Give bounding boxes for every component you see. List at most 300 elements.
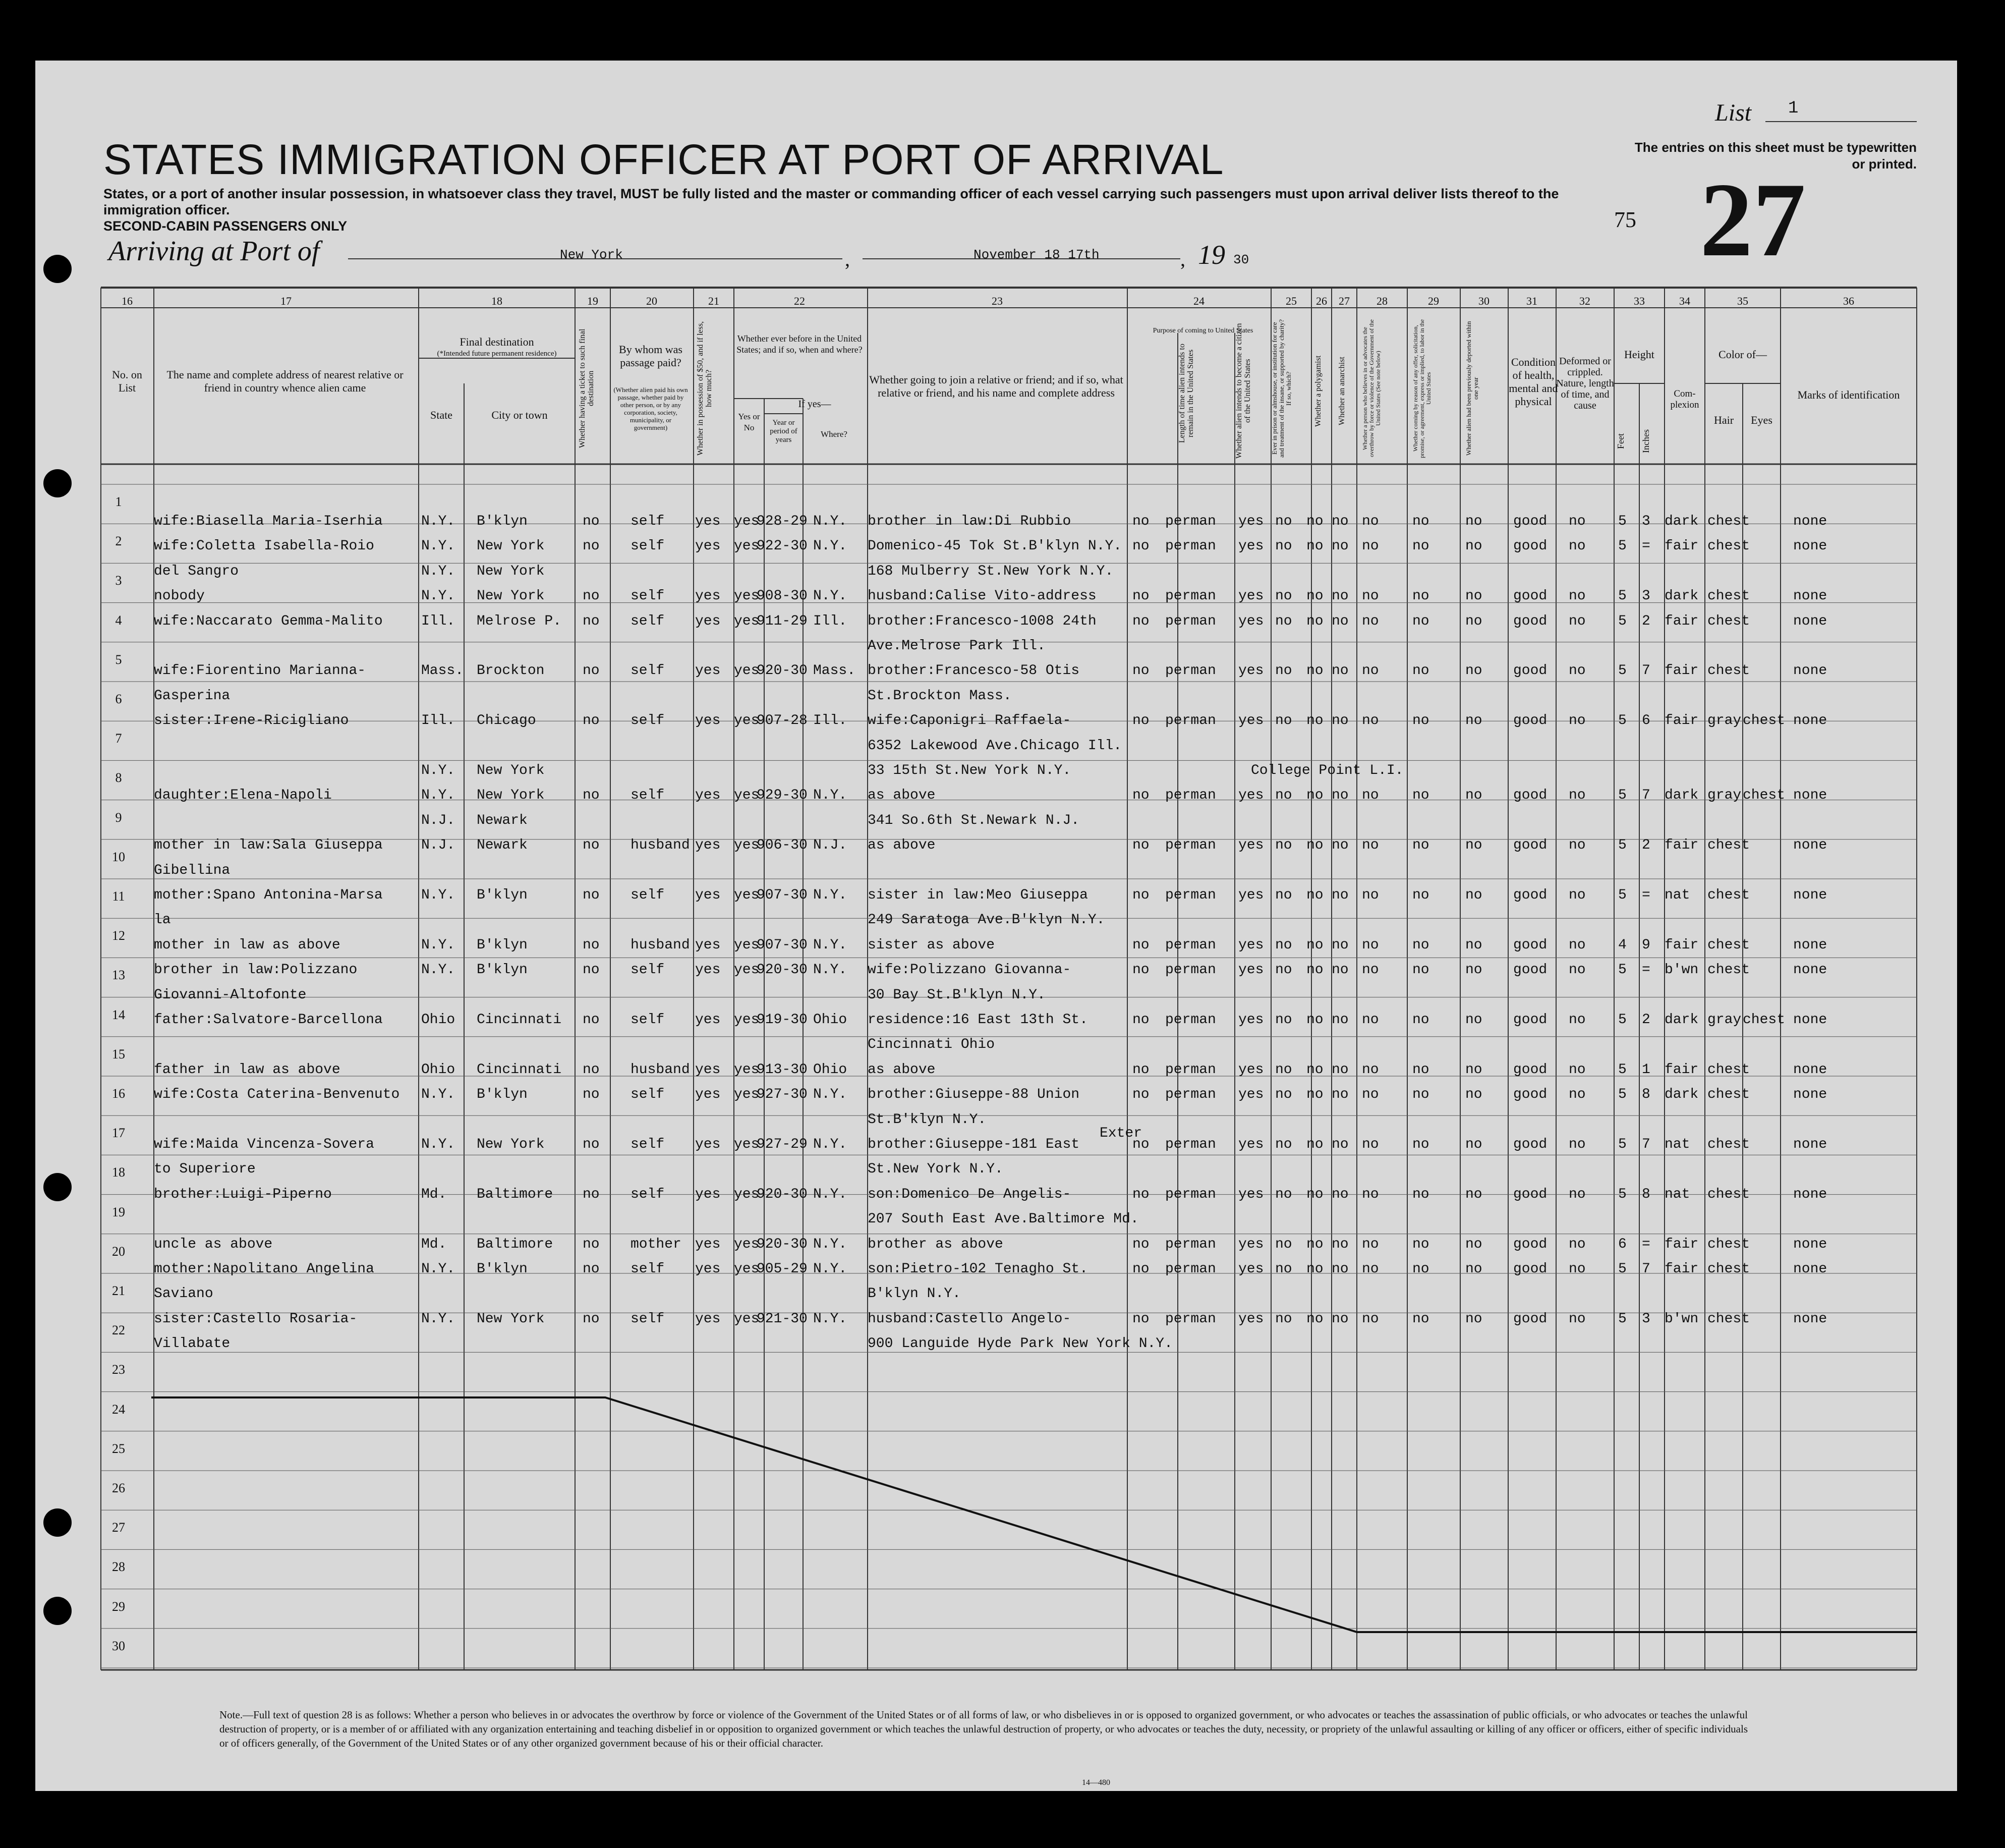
page-title: STATES IMMIGRATION OFFICER AT PORT OF ARRIVAL <box>103 136 1224 183</box>
cell-c27: no <box>1332 713 1349 729</box>
cell-c25: no <box>1275 937 1292 953</box>
form-number: 14—480 <box>1082 1778 1110 1787</box>
cell-st: Ohio <box>421 1012 455 1028</box>
cell-pur: no <box>1132 837 1150 854</box>
header-no-on-list: No. on List <box>112 368 142 394</box>
cell-c27: no <box>1332 588 1349 604</box>
cell-paid: self <box>631 887 665 903</box>
cell-cx: nat <box>1665 1137 1690 1152</box>
cell-m: yes <box>695 1137 721 1152</box>
cell-inch: 2 <box>1642 1012 1650 1028</box>
cell-c29: no <box>1412 1311 1429 1327</box>
cell-m: yes <box>695 1236 721 1252</box>
cell-c29: no <box>1412 937 1429 953</box>
cell-ft: 5 <box>1618 538 1627 554</box>
cell-c28: no <box>1362 1186 1379 1202</box>
cell-ft: 5 <box>1618 788 1627 804</box>
cell-paid: self <box>631 1137 665 1152</box>
cell-rel: mother:Napolitano Angelina <box>154 1261 374 1277</box>
cell-join: Cincinnati Ohio <box>868 1037 995 1053</box>
cell-st: Mass. <box>421 663 464 679</box>
row-number: 20 <box>112 1244 125 1259</box>
cell-m: yes <box>695 1261 721 1277</box>
header-ticket: Whether having a ticket to such final destination <box>578 328 595 449</box>
header-anarchist: Whether an anarchist <box>1338 357 1346 425</box>
cell-cit: yes <box>1238 538 1264 554</box>
header-prison: Ever in prison or almshouse, or institution for care and treatment of the insane, or supported by charity? If so, which? <box>1271 319 1292 458</box>
cell-c28: no <box>1362 1087 1379 1103</box>
cell-rel: father:Salvatore-Barcellona <box>154 1012 383 1028</box>
cell-inch: 3 <box>1642 514 1650 529</box>
cell-pur: no <box>1132 937 1150 953</box>
cell-pur: no <box>1132 1261 1150 1277</box>
cell-pur: no <box>1132 514 1150 529</box>
cell-c29: no <box>1412 962 1429 978</box>
cell-yn: yes <box>734 514 760 529</box>
cell-cx: dark <box>1665 788 1699 804</box>
cell-def: no <box>1569 538 1586 554</box>
cell-m: yes <box>695 1186 721 1202</box>
cell-yr: 906-30 <box>757 837 808 854</box>
row-number: 2 <box>115 534 122 549</box>
cell-c28: no <box>1362 837 1379 854</box>
cell-tk: no <box>583 613 600 629</box>
cell-c27: no <box>1332 887 1349 903</box>
cell-c25: no <box>1275 713 1292 729</box>
cell-city: B'klyn <box>477 514 528 529</box>
cell-c27: no <box>1332 613 1349 629</box>
header-height: Height <box>1624 348 1654 361</box>
cell-rel: Gibellina <box>154 862 231 878</box>
cell-tk: no <box>583 887 600 903</box>
cell-yn: yes <box>734 713 760 729</box>
cell-inch: = <box>1642 538 1650 554</box>
header-passage-paid: By whom was passage paid? <box>619 343 682 369</box>
cell-city: B'klyn <box>477 1261 528 1277</box>
cell-c25: no <box>1275 1311 1292 1327</box>
cell-cit: yes <box>1238 514 1264 529</box>
header-marks: Marks of identification <box>1797 388 1900 401</box>
cell-yn: yes <box>734 937 760 953</box>
cell-c29: no <box>1412 713 1429 729</box>
cell-c25: no <box>1275 538 1292 554</box>
cell-pur: no <box>1132 613 1150 629</box>
row-number: 4 <box>115 612 122 628</box>
cell-inch: 7 <box>1642 788 1650 804</box>
cell-len: perman <box>1165 514 1216 529</box>
cell-yr: 905-29 <box>757 1261 808 1277</box>
cell-eyes: chest <box>1743 788 1786 804</box>
cell-join: as above <box>868 837 936 854</box>
cell-cit: yes <box>1238 788 1264 804</box>
cell-c30: no <box>1465 514 1482 529</box>
cell-st: N.Y. <box>421 1261 455 1277</box>
cell-city: B'klyn <box>477 962 528 978</box>
row-number: 14 <box>112 1007 125 1022</box>
cell-join: 900 Languide Hyde Park New York N.Y. <box>868 1336 1173 1352</box>
header-final-destination: Final destination <box>460 335 534 348</box>
cell-inch: 7 <box>1642 1137 1650 1152</box>
cell-c26: no <box>1306 538 1324 554</box>
cell-mk: none <box>1793 713 1827 729</box>
cell-pur: no <box>1132 663 1150 679</box>
cell-city: Chicago <box>477 713 536 729</box>
cell-yn: yes <box>734 887 760 903</box>
cell-c27: no <box>1332 788 1349 804</box>
cell-hair: chest <box>1707 1261 1750 1277</box>
cell-rel: del Sangro <box>154 563 239 579</box>
cell-hair: gray <box>1707 713 1742 729</box>
cell-wh: N.Y. <box>813 1236 847 1252</box>
cell-st: N.Y. <box>421 763 455 778</box>
cell-tk: no <box>583 1186 600 1202</box>
cell-mk: none <box>1793 588 1827 604</box>
cell-c28: no <box>1362 1236 1379 1252</box>
cell-inch: 8 <box>1642 1186 1650 1202</box>
cell-hair: chest <box>1707 1236 1750 1252</box>
cell-join: sister in law:Meo Giuseppa <box>868 887 1088 903</box>
cell-hair: chest <box>1707 588 1750 604</box>
cell-hl: good <box>1513 837 1548 854</box>
cell-hair: chest <box>1707 1087 1750 1103</box>
row-number: 30 <box>112 1638 125 1653</box>
cell-c26: no <box>1306 1137 1324 1152</box>
cell-ft: 5 <box>1618 713 1627 729</box>
cell-cit: yes <box>1238 1012 1264 1028</box>
row-number: 13 <box>112 968 125 983</box>
cell-wh: Mass. <box>813 663 856 679</box>
cell-join: 30 Bay St.B'klyn N.Y. <box>868 987 1046 1003</box>
cell-rel: wife:Naccarato Gemma-Malito <box>154 613 383 629</box>
cell-yr: 907-30 <box>757 937 808 953</box>
header-year-period: Year or period of years <box>770 419 797 444</box>
row-number: 10 <box>112 849 125 864</box>
cell-join: sister as above <box>868 937 995 953</box>
cell-c27: no <box>1332 962 1349 978</box>
header-where: Where? <box>821 429 847 439</box>
cell-paid: self <box>631 538 665 554</box>
cell-def: no <box>1569 1236 1586 1252</box>
cell-c26: no <box>1306 663 1324 679</box>
cell-hl: good <box>1513 1311 1548 1327</box>
cell-inch: 3 <box>1642 1311 1650 1327</box>
cell-c30: no <box>1465 1236 1482 1252</box>
cell-c28: no <box>1362 937 1379 953</box>
cell-join: Ave.Melrose Park Ill. <box>868 638 1046 654</box>
cell-c26: no <box>1306 962 1324 978</box>
cell-yr: 928-29 <box>757 514 808 529</box>
header-deported: Whether alien had been previously deported within one year <box>1465 321 1479 456</box>
cell-len: perman <box>1165 837 1216 854</box>
cell-c26: no <box>1306 1061 1324 1078</box>
row-number: 27 <box>112 1520 125 1535</box>
cell-hair: gray <box>1707 1012 1742 1028</box>
cell-cx: fair <box>1665 837 1699 854</box>
cell-c29: no <box>1412 788 1429 804</box>
cell-yr: 913-30 <box>757 1061 808 1078</box>
cell-cx: fair <box>1665 1261 1699 1277</box>
cell-hair: chest <box>1707 663 1750 679</box>
cell-cit: yes <box>1238 1186 1264 1202</box>
cell-c27: no <box>1332 1311 1349 1327</box>
cell-m: yes <box>695 937 721 953</box>
cell-join: 168 Mulberry St.New York N.Y. <box>868 563 1114 579</box>
cell-paid: husband <box>631 837 690 854</box>
cell-c27: no <box>1332 1061 1349 1078</box>
cell-rel: uncle as above <box>154 1236 273 1252</box>
cell-paid: self <box>631 1261 665 1277</box>
cell-c28: no <box>1362 663 1379 679</box>
cell-cx: fair <box>1665 1236 1699 1252</box>
column-number: 21 <box>708 295 719 307</box>
cell-wh: N.Y. <box>813 887 847 903</box>
cell-inch: 8 <box>1642 1087 1650 1103</box>
column-number: 30 <box>1478 295 1490 307</box>
cell-join: husband:Castello Angelo- <box>868 1311 1071 1327</box>
column-number: 29 <box>1428 295 1439 307</box>
cell-c28: no <box>1362 1261 1379 1277</box>
cell-mk: none <box>1793 788 1827 804</box>
cell-c26: no <box>1306 713 1324 729</box>
header-purpose: Purpose of coming to United States <box>1153 327 1253 334</box>
cell-wh: N.Y. <box>813 514 847 529</box>
row-number: 29 <box>112 1599 125 1614</box>
column-number: 32 <box>1579 295 1590 307</box>
cell-c30: no <box>1465 1061 1482 1078</box>
cell-hair: chest <box>1707 613 1750 629</box>
cell-hl: good <box>1513 1137 1548 1152</box>
cell-st: N.J. <box>421 812 455 828</box>
cell-city: New York <box>477 588 545 604</box>
cell-c28: no <box>1362 613 1379 629</box>
cell-c25: no <box>1275 1236 1292 1252</box>
cell-rel: brother in law:Polizzano <box>154 962 358 978</box>
cell-hl: good <box>1513 613 1548 629</box>
column-number: 25 <box>1286 295 1297 307</box>
cell-yn: yes <box>734 1236 760 1252</box>
cell-c29: no <box>1412 1186 1429 1202</box>
cell-c26: no <box>1306 1087 1324 1103</box>
cell-mk: none <box>1793 1236 1827 1252</box>
cell-yr: 920-30 <box>757 663 808 679</box>
cell-c29: no <box>1412 837 1429 854</box>
cell-hl: good <box>1513 1087 1548 1103</box>
cell-yr: 929-30 <box>757 788 808 804</box>
cell-city: Baltimore <box>477 1186 553 1202</box>
cell-join: St.Brockton Mass. <box>868 688 1012 704</box>
cell-join: son:Domenico De Angelis- <box>868 1186 1071 1202</box>
cell-hl: good <box>1513 1186 1548 1202</box>
cell-cx: fair <box>1665 713 1699 729</box>
cell-ft: 6 <box>1618 1236 1627 1252</box>
cell-mk: none <box>1793 1311 1827 1327</box>
cell-inch: 9 <box>1642 937 1650 953</box>
cell-c30: no <box>1465 887 1482 903</box>
cell-ft: 5 <box>1618 1186 1627 1202</box>
cell-hl: good <box>1513 1261 1548 1277</box>
cell-hair: chest <box>1707 1137 1750 1152</box>
cell-tk: no <box>583 1087 600 1103</box>
cell-join: 6352 Lakewood Ave.Chicago Ill. <box>868 738 1122 754</box>
cell-m: yes <box>695 1012 721 1028</box>
column-number: 23 <box>992 295 1003 307</box>
cell-def: no <box>1569 962 1586 978</box>
cell-cx: dark <box>1665 1087 1699 1103</box>
row-number: 11 <box>112 889 125 904</box>
cell-yn: yes <box>734 588 760 604</box>
cell-c29: no <box>1412 1261 1429 1277</box>
cell-ft: 4 <box>1618 937 1627 953</box>
cell-c26: no <box>1306 613 1324 629</box>
cell-def: no <box>1569 1186 1586 1202</box>
cell-rel: nobody <box>154 588 205 604</box>
cell-inch: 7 <box>1642 663 1650 679</box>
cell-hair: gray <box>1707 788 1742 804</box>
header-city: City or town <box>491 409 548 421</box>
cell-c26: no <box>1306 1012 1324 1028</box>
cell-rel: wife:Costa Caterina-Benvenuto <box>154 1087 400 1103</box>
cell-city: Newark <box>477 812 528 828</box>
cell-mk: none <box>1793 613 1827 629</box>
header-final-destination-sub: (*Intended future permanent residence) <box>437 350 557 358</box>
cell-inch: 2 <box>1642 837 1650 854</box>
cell-c30: no <box>1465 788 1482 804</box>
cell-c30: no <box>1465 937 1482 953</box>
cell-st: N.Y. <box>421 1087 455 1103</box>
cell-mk: none <box>1793 887 1827 903</box>
cell-c27: no <box>1332 1087 1349 1103</box>
cell-pur: no <box>1132 788 1150 804</box>
cell-hl: good <box>1513 788 1548 804</box>
column-number: 22 <box>794 295 805 307</box>
cell-city: B'klyn <box>477 1087 528 1103</box>
cell-pur: no <box>1132 1236 1150 1252</box>
cell-c29: no <box>1412 613 1429 629</box>
cell-mk: none <box>1793 962 1827 978</box>
cell-st: Ill. <box>421 613 455 629</box>
list-number: 1 <box>1788 99 1799 118</box>
row-number: 3 <box>115 573 122 588</box>
cell-c26: no <box>1306 937 1324 953</box>
cell-def: no <box>1569 1311 1586 1327</box>
cell-yn: yes <box>734 1311 760 1327</box>
cell-cx: fair <box>1665 1061 1699 1078</box>
cell-yr: 921-30 <box>757 1311 808 1327</box>
cell-hair: chest <box>1707 1311 1750 1327</box>
cell-len: perman <box>1165 1311 1216 1327</box>
cell-c25: no <box>1275 1137 1292 1152</box>
row-number: 18 <box>112 1165 125 1180</box>
cell-c28: no <box>1362 1061 1379 1078</box>
header-contract: Whether coming by reason of any offer, solicitation, promise, or agreement, express or implied, to labor in the United States <box>1412 319 1432 458</box>
cell-hl: good <box>1513 887 1548 903</box>
cell-c28: no <box>1362 962 1379 978</box>
cell-join: wife:Polizzano Giovanna- <box>868 962 1071 978</box>
cell-inch: 2 <box>1642 613 1650 629</box>
cell-city: Newark <box>477 837 528 854</box>
cell-wh: N.Y. <box>813 962 847 978</box>
cell-mk: none <box>1793 1087 1827 1103</box>
cell-rel: father in law as above <box>154 1061 340 1078</box>
cell-len: perman <box>1165 613 1216 629</box>
cell-st: Ohio <box>421 1061 455 1078</box>
header-possession-50: Whether in possession of $50, and if less, how much? <box>696 321 713 456</box>
header-nearest-relative: The name and complete address of nearest relative or friend in country whence alien came <box>166 368 404 394</box>
cell-len: perman <box>1165 1061 1216 1078</box>
row-number: 23 <box>112 1362 125 1377</box>
cell-ft: 5 <box>1618 1261 1627 1277</box>
cell-yr: 927-30 <box>757 1087 808 1103</box>
cell-join: brother:Giuseppe-181 East <box>868 1137 1080 1152</box>
cell-cx: nat <box>1665 887 1690 903</box>
footnote: Note.—Full text of question 28 is as follows: Whether a person who believes in or advocates the overthrow by force or violence of the Government of the United States or of all forms of law, or who disbelieves in or is opposed to organized government, or who advocates or teaches the assassination of public officials, or who advocates or teaches the unlawful destruction of property, or is a member of or affiliated with any organization entertaining and teaching disbelief in or opposition to organized government or which teaches the unlawful destruction of property, or who advocates or teaches the duty, necessity, or propriety of the unlawful assaulting or killing of any officer or officers, either of specific individuals or of officers generally, of the Government of the United States or of any other organized government because of his or their official character. <box>219 1709 1748 1749</box>
cell-tk: no <box>583 713 600 729</box>
cell-cit: yes <box>1238 713 1264 729</box>
cell-rel: to Superiore <box>154 1161 256 1178</box>
cell-tk: no <box>583 514 600 529</box>
cell-eyes: chest <box>1743 1012 1786 1028</box>
cell-def: no <box>1569 1012 1586 1028</box>
small-number: 75 <box>1614 207 1636 232</box>
cell-join: 249 Saratoga Ave.B'klyn N.Y. <box>868 912 1105 928</box>
cell-c28: no <box>1362 514 1379 529</box>
column-number: 17 <box>280 295 292 307</box>
cell-tk: no <box>583 588 600 604</box>
cell-yn: yes <box>734 663 760 679</box>
cell-hl: good <box>1513 514 1548 529</box>
cell-yn: yes <box>734 788 760 804</box>
cell-join: as above <box>868 788 936 804</box>
cell-len: perman <box>1165 788 1216 804</box>
cell-c26: no <box>1306 1236 1324 1252</box>
cell-wh: N.Y. <box>813 538 847 554</box>
cell-paid: self <box>631 713 665 729</box>
row-number: 26 <box>112 1481 125 1495</box>
cell-c28: no <box>1362 887 1379 903</box>
cell-st: N.Y. <box>421 1311 455 1327</box>
row-number: 1 <box>115 494 122 509</box>
cell-yr: 920-30 <box>757 1236 808 1252</box>
cell-c30: no <box>1465 588 1482 604</box>
cell-hair: chest <box>1707 514 1750 529</box>
cell-city: Melrose P. <box>477 613 562 629</box>
cell-rel: brother:Luigi-Piperno <box>154 1186 332 1202</box>
cell-c28: no <box>1362 1012 1379 1028</box>
cell-m: yes <box>695 788 721 804</box>
cell-paid: self <box>631 588 665 604</box>
cell-cx: fair <box>1665 937 1699 953</box>
cell-rel: Giovanni-Altofonte <box>154 987 307 1003</box>
cell-rel: mother in law as above <box>154 937 340 953</box>
cell-st: N.Y. <box>421 887 455 903</box>
cell-yn: yes <box>734 1261 760 1277</box>
cell-paid: self <box>631 1311 665 1327</box>
cell-c27: no <box>1332 1012 1349 1028</box>
cell-c30: no <box>1465 1186 1482 1202</box>
cell-cx: dark <box>1665 588 1699 604</box>
cell-c25: no <box>1275 837 1292 854</box>
cell-rel: wife:Fiorentino Marianna- <box>154 663 366 679</box>
column-number: 36 <box>1843 295 1854 307</box>
cell-paid: self <box>631 788 665 804</box>
cell-rel: mother in law:Sala Giuseppa <box>154 837 383 854</box>
cell-city: New York <box>477 1311 545 1327</box>
cell-c29: no <box>1412 1087 1429 1103</box>
cell-ft: 5 <box>1618 1012 1627 1028</box>
cell-c26: no <box>1306 887 1324 903</box>
column-number: 16 <box>122 295 133 307</box>
cell-cit: yes <box>1238 1087 1264 1103</box>
